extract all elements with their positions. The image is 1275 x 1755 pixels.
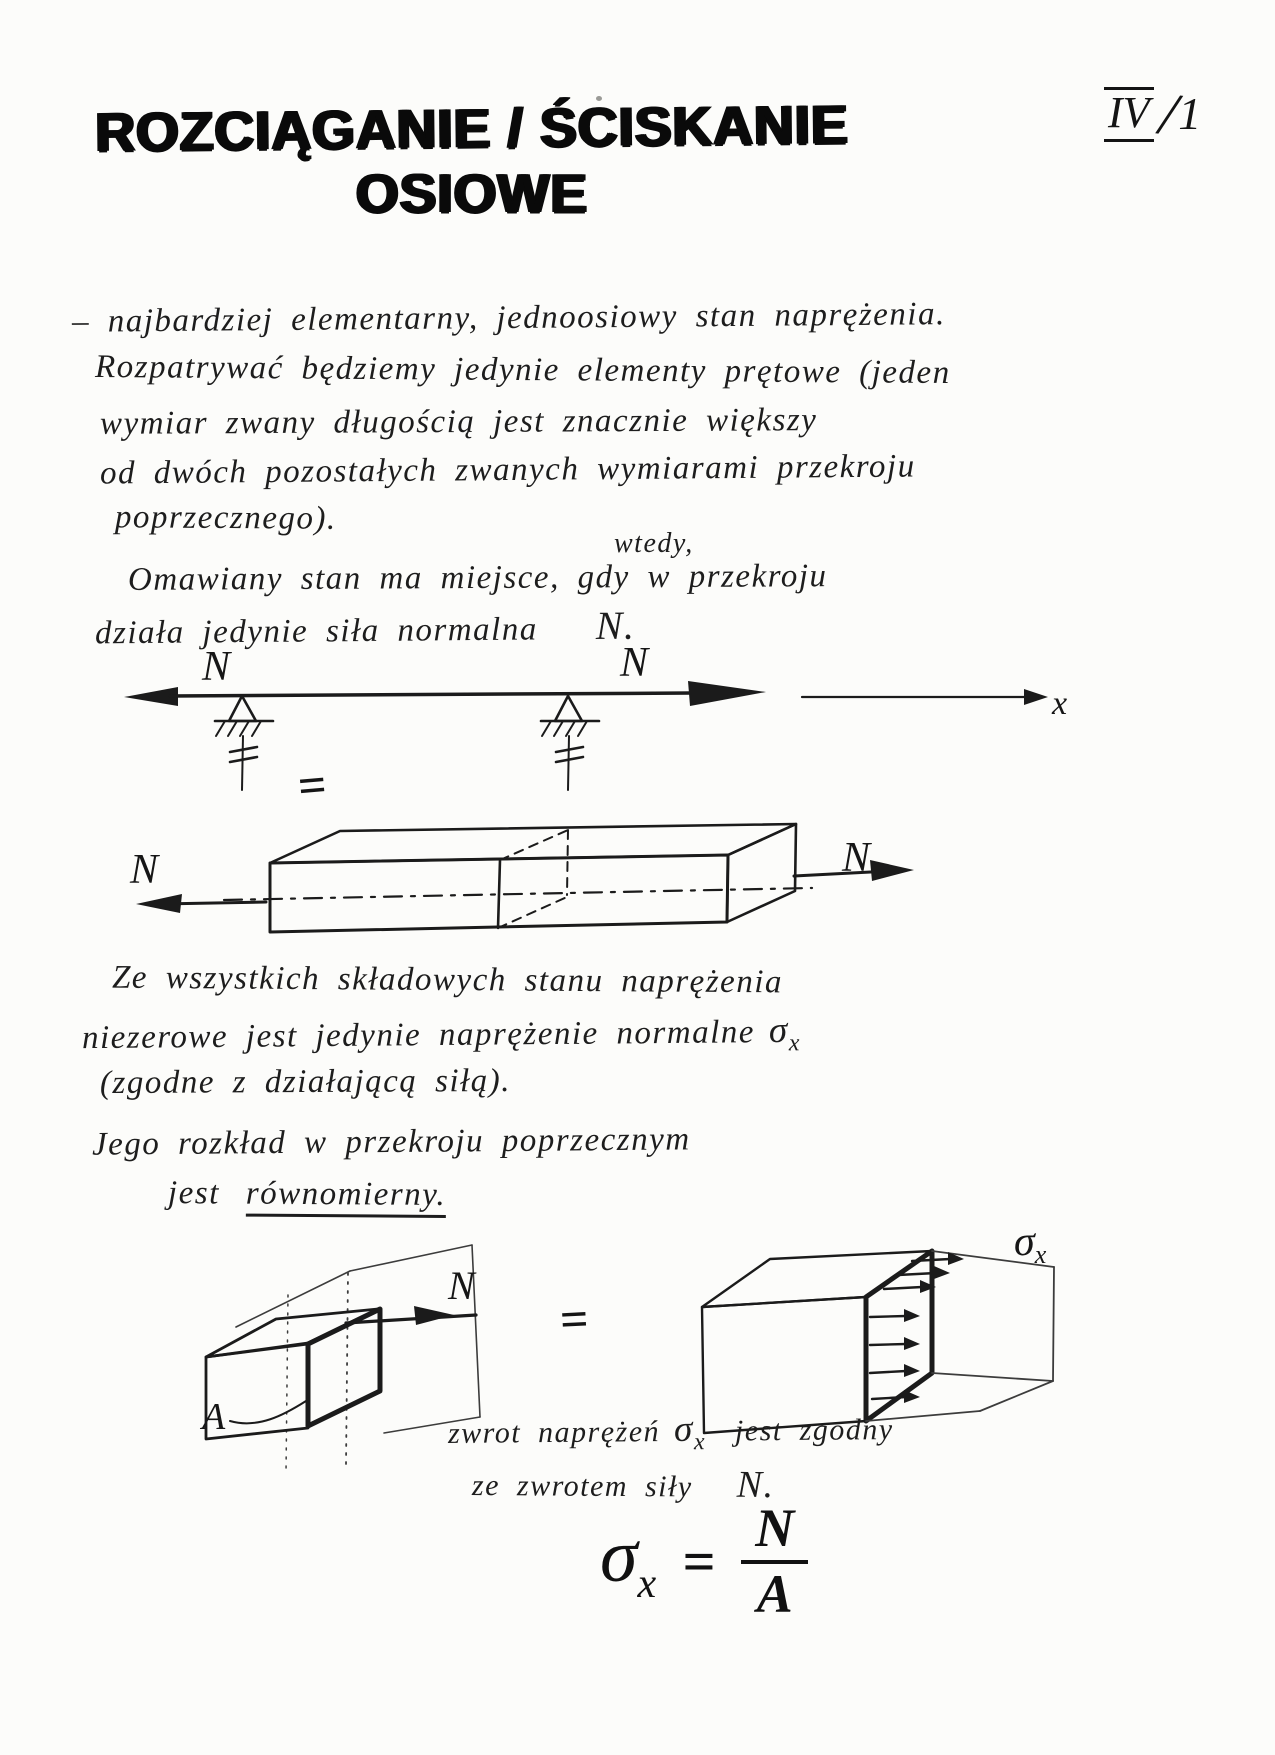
handwritten-line: [82, 1009, 801, 1064]
axial-force-arrows: [136, 860, 914, 913]
handwritten-line: – najbardziej elementarny, jednoosiowy stan naprężenia.: [71, 296, 946, 340]
caption-text: ze zwrotem siły: [471, 1468, 693, 1504]
force-label-n-left: N: [202, 644, 231, 690]
handwritten-line: wymiar zwany długością jest znacznie większy: [99, 402, 818, 442]
normal-force-symbol: N.: [595, 602, 636, 648]
caption-line: [448, 1406, 894, 1458]
cross-section-area-diagram: [140, 1225, 640, 1570]
stress-formula: [600, 1498, 808, 1625]
bar-prism: [224, 824, 812, 932]
equals-sign: =: [682, 1528, 716, 1594]
beam-line: [124, 681, 1048, 706]
force-label-n-right: N: [620, 640, 649, 686]
handwritten-line: Omawiany stan ma miejsce, gdy w przekroju: [127, 558, 828, 598]
underlined-word: równomierny.: [246, 1176, 447, 1218]
handwritten-line: poprzecznego).: [114, 499, 337, 537]
caption-text: jest zgodny: [734, 1413, 894, 1448]
equals-sign: =: [295, 755, 327, 815]
cut-plane: [498, 830, 568, 928]
fraction-numerator: N: [741, 1498, 808, 1564]
beam-axial-force-diagram: [90, 640, 1100, 810]
bar-solid-part: [702, 1251, 932, 1433]
area-leader-line: [230, 1401, 306, 1423]
handwritten-line-text: jest: [167, 1175, 220, 1212]
page-number-roman: IV: [1104, 87, 1154, 142]
page-title-line1: ROZCIĄGANIE / ŚCISKANIE: [95, 93, 849, 163]
handwritten-line: (zgodne z działającą siłą).: [99, 1062, 512, 1102]
sigma-x-symbol: $\sigma_x$: [768, 1009, 802, 1057]
page-number-slash: /: [1156, 80, 1180, 148]
handwritten-line: Rozpatrywać będziemy jedynie elementy prętowe (jeden: [94, 349, 951, 391]
sigma-x-symbol: $\sigma_x$: [673, 1408, 707, 1456]
fraction-n-over-a: [741, 1498, 808, 1625]
sigma-x-symbol: $\sigma_x$: [600, 1513, 657, 1608]
section-face: [866, 1251, 932, 1421]
section-face: [308, 1309, 380, 1426]
page-number: [1104, 80, 1202, 148]
page-number-digit: 1: [1178, 88, 1202, 139]
inserted-word: wtedy,: [614, 528, 694, 559]
handwritten-line: Ze wszystkich składowych stanu naprężenia: [111, 959, 784, 1001]
stress-arrows: [870, 1252, 964, 1403]
cut-away-ghost-outline: [236, 1245, 480, 1473]
pin-support-left: [215, 696, 273, 790]
sigma-x-label: σx: [1014, 1219, 1047, 1269]
force-label-n: N: [448, 1263, 475, 1308]
x-axis-label: x: [1052, 685, 1068, 722]
force-label-n-right: N: [842, 835, 871, 881]
force-label-n-left: N: [130, 847, 159, 893]
normal-force-symbol: N.: [736, 1463, 775, 1507]
handwritten-line: [168, 1175, 447, 1214]
page-title-line2: OSIOWE: [355, 161, 589, 224]
area-label: A: [202, 1396, 226, 1438]
handwritten-line: od dwóch pozostałych zwanych wymiarami przekroju: [99, 448, 916, 492]
handwritten-line-text: działa jedynie siła normalna: [94, 611, 538, 652]
fraction-denominator: A: [756, 1564, 793, 1625]
handwritten-line-text: niezerowe jest jedynie naprężenie normalne: [81, 1014, 756, 1057]
handwritten-line: Jego rozkład w przekroju poprzecznym: [91, 1121, 691, 1163]
pin-support-right: [541, 696, 599, 790]
page-title: [52, 93, 892, 226]
equals-sign: =: [558, 1290, 588, 1348]
caption-text: zwrot naprężeń: [447, 1415, 661, 1450]
bar-stub: [206, 1309, 378, 1439]
